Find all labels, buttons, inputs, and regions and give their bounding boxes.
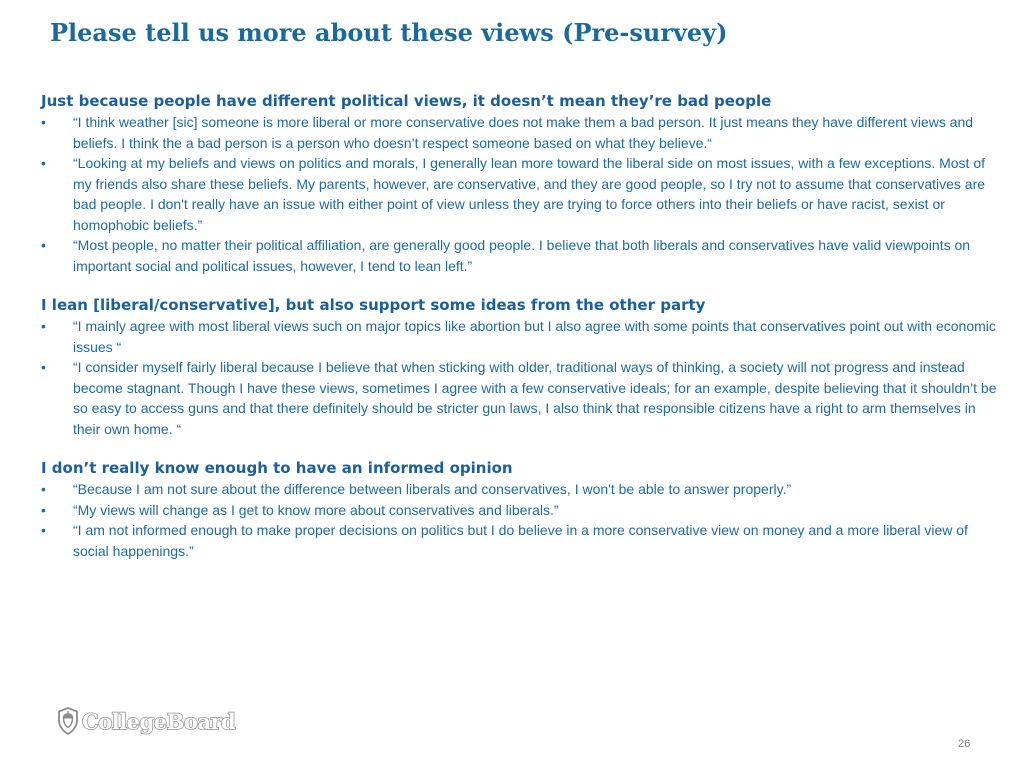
quote-text: “Looking at my beliefs and views on politics and morals, I generally lean more toward the liberal side on most issues, with a few exceptions. Most of my friends also share these beliefs. My parents, however, are conservative, and they are good people, so I try not to assume that conservatives are bad people. I don't really have an issue with either point of view unless they are trying to force others into their beliefs or have racist, sexist or homophobic beliefs.”: [73, 155, 986, 233]
quote-text: “I am not informed enough to make proper decisions on politics but I do believe in a more conservative view on money and a more liberal view of social happenings.”: [73, 522, 968, 559]
bullet-icon: •: [41, 359, 46, 375]
acorn-shield-icon: [57, 707, 79, 735]
quote-item: [41, 235, 1001, 276]
quote-text: “Because I am not sure about the difference between liberals and conservatives, I won't be able to answer properly.”: [73, 481, 792, 497]
section-different-views: [41, 90, 1001, 276]
bullet-icon: •: [41, 318, 46, 334]
quote-item: [41, 153, 1001, 235]
section-heading: I lean [liberal/conservative], but also support some ideas from the other party: [41, 296, 706, 314]
section-heading: Just because people have different political views, it doesn’t mean they’re bad people: [41, 92, 772, 110]
quote-item: [41, 357, 1001, 439]
quote-list: [41, 479, 1001, 561]
quote-item: [41, 520, 1001, 561]
quote-list: [41, 316, 1001, 439]
quote-text: “I consider myself fairly liberal because I believe that when sticking with older, traditional ways of thinking, a society will not progress and instead become stagnant. Though I have these views, sometimes I agree with a few conservative ideals; for an example, despite believing that it shouldn’t be so easy to access guns and that there definitely should be stricter gun laws, I also think that responsible citizens have a right to arm themselves in their own home. “: [73, 359, 997, 437]
bullet-icon: •: [41, 481, 46, 497]
bullet-icon: •: [41, 237, 46, 253]
quote-item: [41, 479, 1001, 500]
page-title: Please tell us more about these views (Pre-survey): [50, 18, 728, 47]
section-not-informed: [41, 457, 1001, 561]
quote-text: “Most people, no matter their political affiliation, are generally good people. I believe that both liberals and conservatives have valid viewpoints on important social and political issues, however, I tend to lean left.”: [73, 237, 971, 274]
quote-item: [41, 500, 1001, 521]
bullet-icon: •: [41, 522, 46, 538]
collegeboard-logo: [57, 707, 235, 735]
section-lean-but-support: [41, 294, 1001, 439]
quote-list: [41, 112, 1001, 276]
bullet-icon: •: [41, 114, 46, 130]
quote-text: “I think weather [sic] someone is more liberal or more conservative does not make them a bad person. It just means they have different views and beliefs. I think the a bad person is a person who doesn’t respect someone based on what they believe.“: [73, 114, 974, 151]
content-area: [41, 90, 1001, 579]
quote-item: [41, 112, 1001, 153]
logo-text: CollegeBoard: [82, 708, 236, 734]
bullet-icon: •: [41, 501, 46, 518]
quote-text: “My views will change as I get to know more about conservatives and liberals.”: [73, 501, 559, 518]
bullet-icon: •: [41, 155, 46, 171]
section-heading: I don’t really know enough to have an informed opinion: [41, 459, 513, 477]
quote-text: “I mainly agree with most liberal views such on major topics like abortion but I also agree with some points that conservatives point out with economic issues “: [73, 318, 996, 355]
quote-item: [41, 316, 1001, 357]
page-number: 26: [958, 738, 971, 750]
